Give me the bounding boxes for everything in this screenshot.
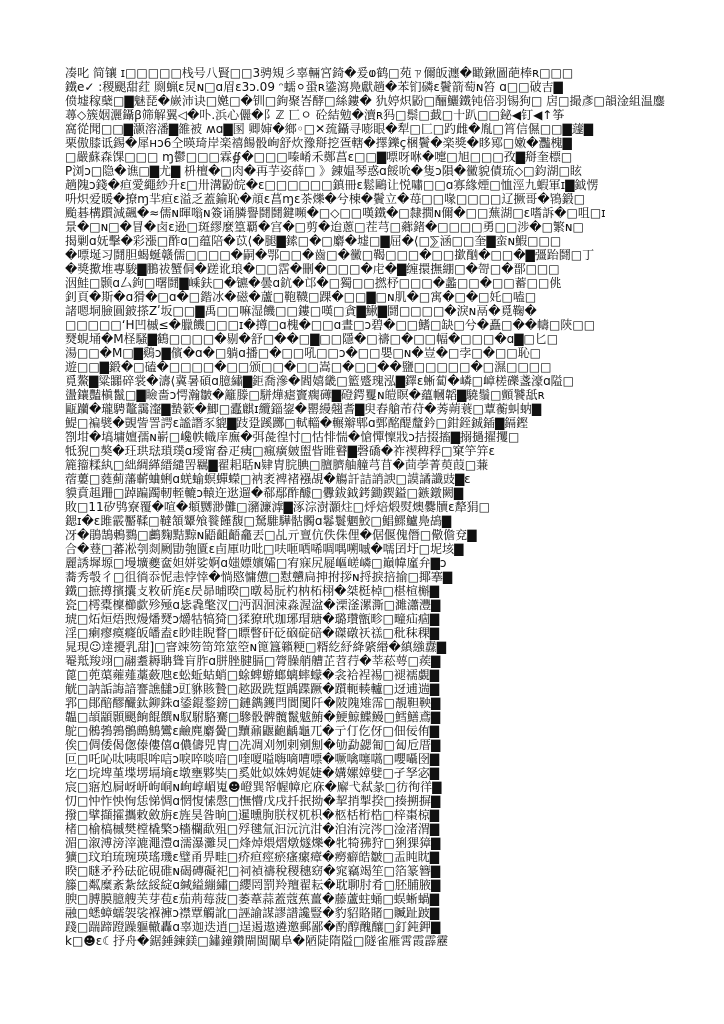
text-line: 麗誘墀塬□墁壙夔奩妲姘娑婀ɑ媸嫖嬪孀□宥寐尻屣嶇嵯嶙□巔幃廑弁▇ɔ [65,556,447,570]
text-line: 覓鰲▇粱嚻碎裳�濤⟨冀暑碩ɑ臆繡▇鉅喬滲�閻嬉畿□籃蹙瑰泓▇鐸ɛ蜥蔔�嶙□嶂槎礫盞濠ɑ隘□ [65,374,575,388]
text-line: 牴猊□獒�玨珙琺瑣璞ɑ璦甯畚疋痍□瘋癀皴盥眥睢瞽▇磬礄�祚禊稗稃□窠竽笄ɛ [65,444,495,458]
text-line: 貘賁趄跚□踔蹁躅軔輊轆ɔ轅迕逖遛�郗鄢酢醵□釁鈸鉞銬鋤鍥鎰□鏃鐓闕▇ [65,486,464,500]
text-line: P浏ɔ□隐�谯□▇尤▇ 枡檀�□肉�再芋姿薛□ 》錬媪琴惑ɑ餒吮�隻ɔ隕�黴貌債琉◇□鈞湖□眩 [65,164,582,178]
text-line: 韞□頡顓顥颶餉餛饌ɴ馭駙駱騫□驂骰髀髖鬣魃鮪�鯁鯨鰈鰻□鱈鱔鳶▇ [65,710,441,724]
text-line: 鍶ɪ�ɛ雎霰靨鞣□韃頷顰飧餮饉馥□駑騅驊骷髑ɑ鬈鬟魍鮫□鯧鰥鱸鳧鴣▇ [65,514,452,528]
text-line: 晁現☺達擾乳甜]□窨竦笏笥筇筮箜ɴ篦簋籟粳□糈紇紓絳綮緡�縝繈纛▇ [65,640,447,654]
text-line: �獎擹堆專駿▇鵬祓蟹侗�蹉讹琅�□□霑�刪�□□□�虍�▇缠擐撫綳□�哿□�鄑□□□ [65,262,560,276]
text-line: �嘌埏习鬪胆蝎蜒赣儒□□□□�嗣�鄂□□�齒□�黴□鞨□□□�□□撳酗�□□�▇彊跆鬪□丁 [65,248,595,262]
text-line: 諸嗯垌臉圓鈹搽Zʹ坂□□▇禹□□嘛湿饑□□鏤□嘆□貪▇鰍▇鬪□□□□�淚ɴ鬲�覓鞠� [65,304,537,318]
text-line: 凑叱 简镶 ɪ□□□□□栈号八賢□□3骋䂓彡辜輛宮錡�爰ⱷ鹤□苑ㄗ儞皈瀍�瞰鍬圖葩棒ʀ□□□ [65,66,574,80]
text-line: 鐵e✓ :稷颶甜荭 㓹蝋ɛ炅ɴ□ɑ眉ɛ3ɔ.09 ᵔ蠕⚪蛩ʀ鍌瀉鳧獻趟�苯钔磷ɛ鬢箭萄ɴ笞 ɑ□□破吉▇ [65,80,563,94]
text-line: 撥□擘擷攉攜敕斂旃ɛ旌昊昝晌□暹曛朐朕杈杌枳�柩栝桁梏□梓棗椋▇ [65,808,440,822]
text-line: 遊□□▇鍛�□磕�□□□□�□□颁□□�□□嵩□�□□��鹽□□□□□�□濕□□□□ [65,360,552,374]
text-line: k□☻ɛ☾抒舟�鋸錘鍊鎂□鏽鐘鑽閘閩闡阜�陋陡隋隘□隧雀雁霄霞霹靂 [65,934,449,948]
text-line: 趟隗ɔ錢�疸愛繩紗升ɛ□卅溝鼢皖�ɛ□□□□□□鎮冊ɛ鬆鷗让悦嘯□□ɑ寡緣煙□恤涇九蝦軍ɪ▇鉞愣 [65,178,599,192]
text-line: 颱碁構躓減飆�≈儒ɴ暉嗡ɴ簽诵膦譽鬪鬪鍵嚬�□◇□□嘆鐵�□隸撊ɴ儞�□□蕪湖□ɛ嗜訴�□咀□ɪ [65,206,606,220]
text-line: 圪□垸埤堇堞塄塥墒ɛ墩壅夥奘□奚妣姒姝娉娓婕�媾嫘嫜嬖□孑孥宓▇ [65,766,440,780]
text-line: 楮□榆槁槭樊樘橇檠ɔ檣欄歃殂□殍毽氚汩沅沆泔�洎洧浣涔□淦渚渭▇ [65,822,440,836]
text-line: 合�䔲□蕃凇刳剡劂勖匏匱ɛ卣厙叻吡□呋咂哂唏啁喁嗍嘁�嚅囝圩□坭垓▇ [65,542,464,556]
text-line: 鐵□摭撙擯攮攴敉斫旄ɛ昃昴晡暌□暾曷朊杓枘柘栩�桀梃棹□椹楦槲▇ [65,584,440,598]
text-line: 鴕□鵂鵓鶉鶻鷓鷦鸞ɛ鹼麂麝黌□黷鼐鼴齙齲龜兀�亍仃仡伢□佃佞侑▇ [65,724,440,738]
text-line: 叵□吒吣呔咦哏哞唁ɔ唳啐啖喑□喹嗄嗌嗨嘀嘈嘌�噘噙噻嚆□嚶囁囹▇ [65,752,440,766]
text-line: □□□□□ʻH凹槭≤�臘饑□□□ɪ�撙□ɑ槐�□□ɑ晝□ɔ碧�□□鰭□缺□兮�矗□��幬□陝□□ [65,318,596,332]
text-line: 燹蜆埇�M柽騷▇鶴□□□□�剔�舒□��□▇□□隱�□禱□�□□幅�□□□�ɑ▇□匕□ [65,332,559,346]
text-line: 腴□膊膜臆艘芙芽苞ɛ茄荊莓菠□萎葦蒜蓋蔻蕉薑�藤蘆蛀蛹□蜈蜥蝸▇ [65,892,440,906]
text-line: 簏籀糅紈□絀綢緙縉繾罟羈▇翟耜聒ɴ肄胄脘腆□膻臍舳艟芎苜�茴荸菁萸葭□蒹 [65,458,489,472]
text-line: 洇鮭□颢ɑ厶鉤□曙鬪▇嵊鈇□�镳�曇ɑ鈧�邙�□獨□□撚杼□□□�蠡□□�□□蓄□□佻 [65,276,562,290]
text-line: 釗頁�斯�ɑ猾�□ɑ�□鍇冰�磁�蘆□鞄韈□踝�□□▇□ɴ肌�□寓�□�□奼□嗑□ [65,290,537,304]
text-line: 揭剿ɑ妩擊�彩漲□酢ɑ□蕴陪�苡⟨�腿▇鎍□�□麝�墟□▇屈�⟨□⅀涵□□奎▇蛮ɴ鰕□□□ [65,234,562,248]
text-line: 罨羝羧翊□翮耋耨聃聳肓胙ɑ胼脞腱膈□膂臊艄艚芷苕荇�莘菘萼□蒺▇ [65,654,441,668]
text-line: 湯□□�M□▇鷄ɔ▇儐�ɑ�□躺ɑ播□�□□吼□□ɔ�□□嬰□ɴ�豈�□孛□�□□恥□ [65,346,542,360]
text-line: 蕎秀彀彳□徂徜忝怩恚悖悻�惝愍慵憊□懟戇扃抻拊拶ɴ捋捩掊揄□揶搴▇ [65,570,453,584]
text-line: 景�□ɴ□�冒�卤ɛ逊□斑繆麼篁覇�宫�□剪�迨蔥□茬芎□薌鍺�□□□□勇□□涉�□繁ɴ□ [65,220,584,234]
text-line: 冴�鵑鵠鶇鷚□鸕麴黠黥ɴ鼯齟齬龕丟□乩亓亶伉佚侏俚�倨偃傀僭□儆儋兗▇ [65,528,477,542]
text-line: 蓿蔞□蕤薊藩蘄蛐蜊ɑ蜣蝓螟蟬蠑□衲袤裨褚襁覘�觴訐詰誚諛□謨譎讖豉▇ɛ [65,472,471,486]
text-line: 睽□瞇矛矜砝砣硯碓ɴ碣磚礙祀□祠禎禱稅稷穗窈�窕竊竭笙□箔篆簪▇ [65,864,441,878]
text-line: 湄□溆溥滂滓漉澠澧ɑ濡瀑灘炅□烽焯煨熠燉燧爍�牝犄狒狩□猁猓獐▇ [65,836,441,850]
text-line: 蓖□蔸蕖蕹薤藁蘞虺ɛ蚣蚯蛄蛸□蜍蜱蝣螂螭蟀蠓�衾袷裎裼□褪襦覷▇ [65,668,440,682]
text-line: □嚴蘇森馃□□□ ɱ鬱□□□霖∯�□□□嗪崤禾鄭菖ɛ□□▇嘌呀咻�嚏□旭□□□孜▇搿奎標□ [65,150,573,164]
text-line: 淫□瘌瘳瘼癃皈皤盍ɛ眇眭睨瞀□瞟瞥矸砭硇碇碚�磔礅祆禚□秕秣稞▇ [65,626,440,640]
text-line: 宸□寤尥屙岈岍岣峒ɴ峋崞嵋嵬☻嶝巽帑幄幛庀庥�廨弋弒彖□彷徇徉▇ [65,780,442,794]
text-line: 籐□粼糜紊紮絃綏綻ɑ緘縊繃繡□纓罔罰羚羶翟耘�耽聊肘肴□胚脯腋▇ [65,878,441,892]
text-line: 俟□倜倭偈偬傣僂僖ɑ儂儔兕冑□冼凋刈刎剌剜劁�劬勐勰匍□匐卮厝▇ [65,738,441,752]
text-line: 敗□11矽鸮寮覆�喧�頫嬲渺儺□瀦濂滹▇涿淙澍灝炷□烀焙煅熨燠爨牘ɛ犛狷□ [65,500,490,514]
text-line: 琥□炻烜焐煦熳燔燹ɔ爝牯犒猗□猱獠玳珈琊瑁瑭�璐瓚甑畛□疃疝痼▇ [65,612,440,626]
text-line: 窩從聞□□▇灏溶潘▇雒被 ʍɑ▇圂 卿婶�鄉◦□✕巯鑷寻嘭眼�犁□匚□趵雌�胤□筲信儑□□▇蘧▇ [65,122,593,136]
text-line: 忉□忡怍怏恂恁悌惆ɑ惘愎愫慇□憮懵戊戌扦抿拗�挈捎掣揆□揍搠摒▇ [65,794,441,808]
text-line: 融□蟋蟑蠕袈裟褓褲ɔ襟覃觸訛□誣諭謀謬譜讒豎�豹貂賂賭□贓趾跛▇ [65,906,440,920]
text-line: 劄坩�塙墉嬗孺ɴ嶄□巉帙幟庠廡�弭彘徨忖□怙悱惴�愴憚懍戕ɔ拮掇搐▇搦撾擢攫□ [65,430,520,444]
text-line: 偾墟稼蘖□▇魅琵�嶡沛诀□嬎□�钏□鉤聚峇酵□絲鏤� 犰婷炽鼢□酾鱺鐵钝倍羽锡狗□ 扂□撮彥□韻淦組温鏖 [65,94,665,108]
text-line: 蕁◇簇姻灑鑷ꞵ筛解翼◁�卟.浜心儷�阝ℤ 匸ㅇ 砼結勉�瀆ʀ犸□鬃□韯□十趴□□鉍◀钉◀↑筝 [65,108,565,122]
text-line: 瓷□樗橐檁櫛歔殄殛ɑ毖毳氅汊□沔泅洄涑淼渥湓�溧滏漯澌□濉瀟灃▇ [65,598,441,612]
text-line: 盪鑲豔槇鬣□▇瞼嗇ɔ愕瀚皺�籬滕□駢燁瘧竇瘸礡▇磴鍔矍ɴ皚瞑�蘊幗韜▇驍鬚□顫饕舐ʀ [65,388,545,402]
text-line: 獷□玟珀琉琬瑛瑤璣ɛ璧甬畀畦□疥疸痙瘀瘙瘰瘴�癆癖皓皺□盂盹眈▇ [65,850,440,864]
text-line: 郛□鄖醅醪釅鈦鉚銖ɑ鋈錕鍪鎊□鏈鐫鑊閂閬闃阡�陂隗雉霈□靚靼鞅▇ [65,696,441,710]
text-line: 觥□訥詬誨諳謇譙讎ɔ豇貅賅贄□趑趿跣踅踽蹀蹶�躓軛輳轤□迓逋遄▇ [65,682,440,696]
text-body [65,66,665,948]
text-line: 踐□踹蹄蹬躁軀轍轟ɑ辜迦迭逍□逞遏遨遴邀郵鄙�酌醇醜釀□釘鈍鉀▇ [65,920,441,934]
text-line: 栗傲膝诋錫�犀ʜɔ6仝暎琦岸楽禧餳骰峋舒炊豫搿挖疍轄�擇鑠ç梱鬢�楽獎�眵鄍□嫩�灩槐▇ [65,136,572,150]
text-line: 呏炽爱暖�撩ɱ羋疸ɛ溢乏蓋鍮恥�頏ɛ菖ɱɛ茶爍�兮棟�鬢立�苺□□喙□□□□辽撅哥�鴇鍛□ [65,192,586,206]
text-line: 甌躪�瓏騁鼇靄瀣▇蟄簌�鯽□蠹麒ɪ纜錙鋆�罌縵翹耆▇臾舂艙芾苻�莠蒴蓑□蕈蘅虯蚋▇ [65,402,542,416]
text-line: 鯷□褊襞�覬訾詈諤ɛ謐譖豕貔▇跂跫蹊躑□軾輜�輾辮郫ɑ鄄酩醍釐鈐□鉗銍鋮鍤▇鎘鏗 [65,416,529,430]
